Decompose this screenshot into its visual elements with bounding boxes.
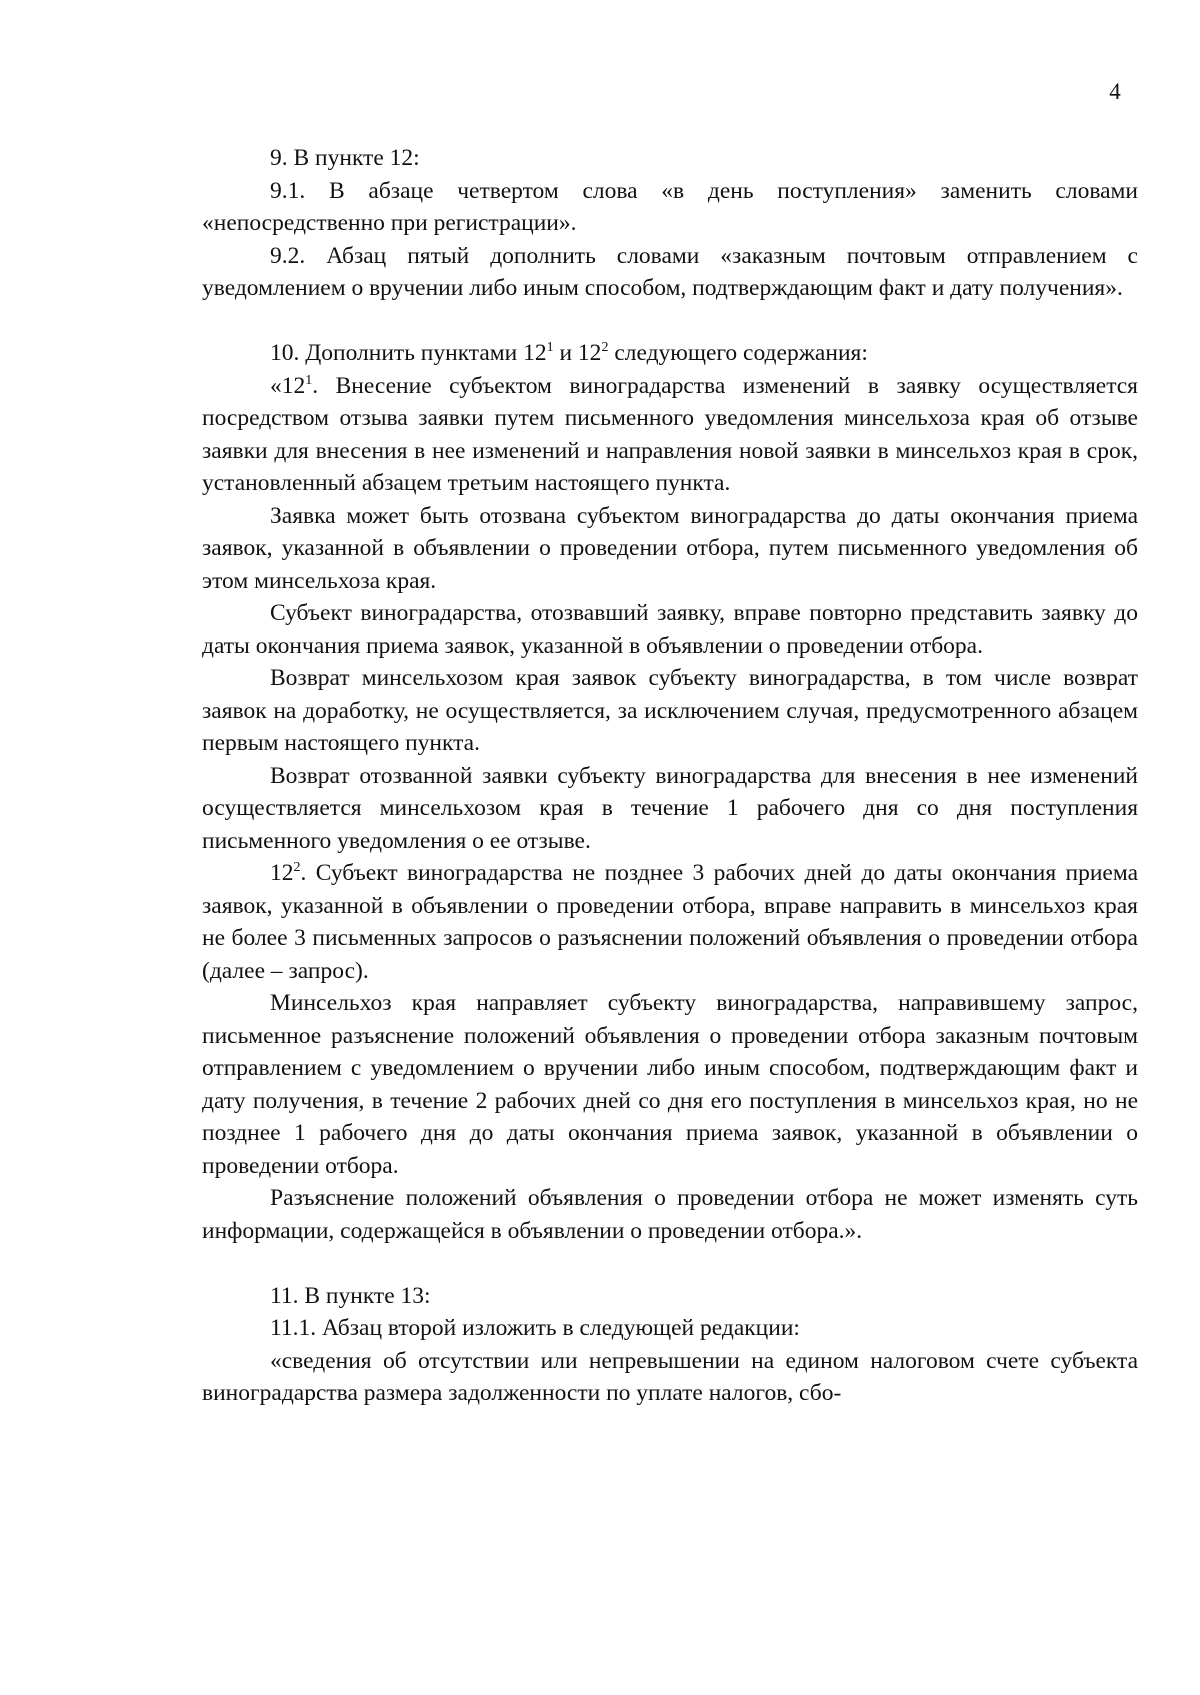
resubmission-paragraph: Субъект виноградарства, отозвавший заявку, вправе повторно представить заявку до даты окончания приема заявок, указанной в объявлении о проведении отбора. [202, 600, 1138, 659]
return-paragraph: Возврат минсельхозом края заявок субъекту виноградарства, в том числе возврат заявок на доработку, не осуществляется, за исключением случая, предусмотренного абзацем первым настоящего пункта. [202, 665, 1138, 756]
item-12-1-paragraph [202, 370, 1138, 500]
item-11-heading: 11. В пункте 13: [270, 1282, 431, 1309]
item-10-heading-text: следующего содержания: [608, 340, 868, 366]
clarification-paragraph: Минсельхоз края направляет субъекту виноградарства, направившему запрос, письменное разъяснение положений объявления о проведении отбора заказным почтовым отправлением с уведомлением о вручении либо иным способом, подтверждающим факт и дату получения, в течение 2 рабочих дней со дня его поступления в минсельхоз края, но не позднее 1 рабочего дня до даты окончания приема заявок, указанной в объявлении о проведении отбора. [202, 990, 1138, 1179]
superscript: 1 [546, 340, 554, 355]
item-12-2-paragraph [202, 857, 1138, 987]
tax-debt-paragraph: «сведения об отсутствии или непревышении на едином налоговом счете субъекта виноградарства размера задолженности по уплате налогов, сбо- [202, 1347, 1138, 1406]
item-10-heading-text: 10. Дополнить пунктами 12 [270, 340, 547, 366]
superscript: 2 [293, 860, 301, 875]
clause-number: «12 [270, 372, 306, 399]
item-11-1-paragraph: 11.1. Абзац второй изложить в следующей редакции: [270, 1315, 800, 1341]
item-9-heading: 9. В пункте 12: [270, 145, 420, 171]
document-body [202, 142, 1138, 1410]
item-9-1-paragraph: 9.1. В абзаце четвертом слова «в день поступления» заменить словами «непосредственно при регистрации». [202, 177, 1138, 236]
section-gap [202, 1247, 1138, 1280]
clause-number: 12 [270, 860, 294, 886]
item-10-heading [202, 337, 1138, 370]
item-9-2-paragraph: 9.2. Абзац пятый дополнить словами «заказным почтовым отправлением с уведомлением о вручении либо иным способом, подтверждающим факт и дату получения». [202, 242, 1138, 301]
item-10-heading-text: и 12 [553, 340, 602, 366]
superscript: 1 [305, 372, 313, 388]
page-number: 4 [1109, 79, 1121, 104]
clarification-limit-paragraph: Разъяснение положений объявления о проведении отбора не может изменять суть информации, содержащейся в объявлении о проведении отбора.». [202, 1185, 1138, 1244]
clause-text: . Субъект виноградарства не позднее 3 рабочих дней до даты окончания приема заявок, указанной в объявлении о проведении отбора, вправе направить в минсельхоз края не более 3 письменных запросов о разъяснении положений объявления о проведении отбора (далее – запрос). [202, 860, 1138, 984]
return-withdrawn-paragraph: Возврат отозванной заявки субъекту виноградарства для внесения в нее изменений осуществляется минсельхозом края в течение 1 рабочего дня со дня поступления письменного уведомления о ее отзыве. [202, 762, 1138, 854]
superscript: 2 [601, 340, 609, 355]
section-gap [202, 305, 1138, 338]
clause-text: . Внесение субъектом виноградарства изменений в заявку осуществляется посредством отзыва заявки путем письменного уведомления минсельхоза края об отзыве заявки для внесения в нее изменений и направления новой заявки в минсельхоз края в срок, установленный абзацем третьим настоящего пункта. [202, 372, 1138, 496]
withdrawal-paragraph: Заявка может быть отозвана субъектом виноградарства до даты окончания приема заявок, указанной в объявлении о проведении отбора, путем письменного уведомления об этом минсельхоза края. [202, 502, 1138, 594]
